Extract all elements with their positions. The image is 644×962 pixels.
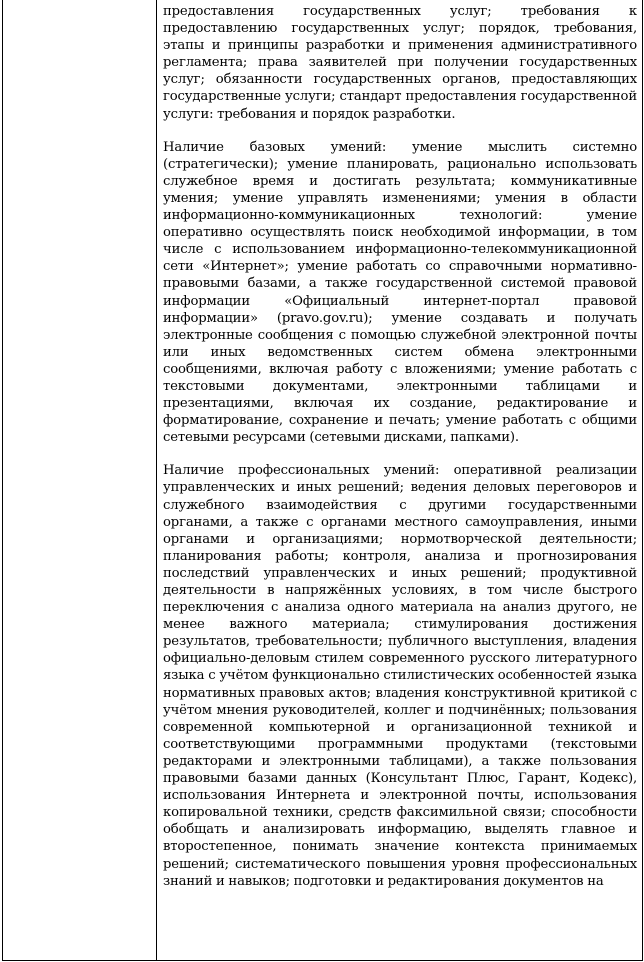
paragraph-services-knowledge: предоставления государственных услуг; требования к предоставлению государственных услуг; порядок, требования, этапы и принципы разработки и применения административного регламента; права заявителей при получении государственных услуг; обязанности государственных органов, предоставляющих государственные услуги; стандарт предоставления государственной услуги: требования и порядок разработки.	[163, 4, 637, 122]
requirements-table	[2, 0, 643, 961]
table-left-cell	[3, 0, 157, 960]
table-right-cell	[157, 0, 642, 960]
paragraph-basic-skills: Наличие базовых умений: умение мыслить системно (стратегически); умение планировать, рационально использовать служебное время и достигать результата; коммуникативные умения; умение управлять изменениями; умения в области информационно-коммуникационных технологий: умение оперативно осуществлять поиск необходимой информации, в том числе с использованием информационно-телекоммуникационной сети «Интернет»; умение работать со справочными нормативно-правовыми базами, а также государственной системой правовой информации «Официальный интернет-портал правовой информации» (pravo.gov.ru); умение создавать и получать электронные сообщения с помощью служебной электронной почты или иных ведомственных систем обмена электронными сообщениями, включая работу с вложениями; умение работать с текстовыми документами, электронными таблицами и презентациями, включая их создание, редактирование и форматирование, сохранение и печать; умение работать с общими сетевыми ресурсами (сетевыми дисками, папками).	[163, 139, 637, 446]
paragraph-professional-skills: Наличие профессиональных умений: оперативной реализации управленческих и иных решений; ведения деловых переговоров и служебного взаимодействия с другими государственными органами, а также с органами местного самоуправления, иными органами и организациями; нормотворческой деятельности; планирования работы; контроля, анализа и прогнозирования последствий управленческих и иных решений; продуктивной деятельности в напряжённых условиях, в том числе быстрого переключения с анализа одного материала на анализ другого, не менее важного материала; стимулирования достижения результатов, требовательности; публичного выступления, владения официально-деловым стилем современного русского литературного языка с учётом функционально стилистических особенностей языка нормативных правовых актов; владения конструктивной критикой с учётом мнения руководителей, коллег и подчинённых; пользования современной компьютерной и организационной техникой и соответствующими программными продуктами (текстовыми редакторами и электронными таблицами), а также пользования правовыми базами данных (Консультант Плюс, Гарант, Кодекс), использования Интернета и электронной почты, использования копировальной техники, средств факсимильной связи; способности обобщать и анализировать информацию, выделять главное и второстепенное, понимать значение контекста принимаемых решений; систематического повышения уровня профессиональных знаний и навыков; подготовки и редактирования документов на	[163, 463, 637, 889]
